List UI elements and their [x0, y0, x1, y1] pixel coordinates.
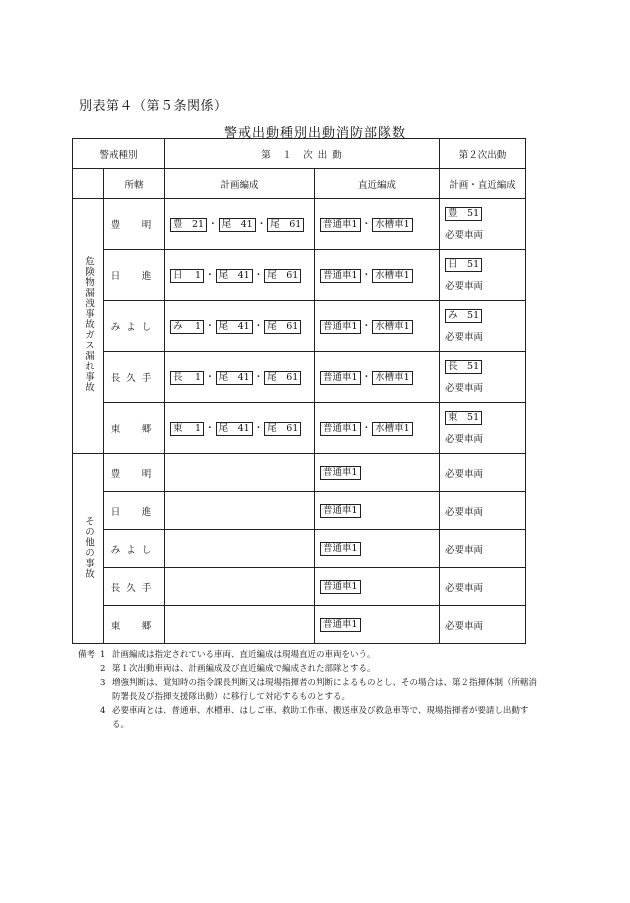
- plan-cell-empty: [165, 454, 315, 492]
- second-unit-box: 豊 51: [445, 207, 482, 221]
- separator: ・: [205, 423, 215, 434]
- note-indent: [78, 662, 100, 676]
- note-item: [78, 704, 538, 732]
- category-hazmat: [73, 199, 104, 454]
- note-text: 必要車両とは、普通車、水槽車、はしご車、救助工作車、搬送車及び救急車等で、現場指揮者が要請し出動する。: [112, 706, 529, 730]
- required-vehicles: 必要車両: [445, 434, 484, 445]
- second-cell: [440, 403, 526, 454]
- note-indent: [78, 676, 100, 704]
- separator: ・: [205, 372, 215, 383]
- other-row: [73, 454, 526, 492]
- vehicle-box: 普通車1: [320, 504, 361, 518]
- hazmat-row: [73, 403, 526, 454]
- jurisdiction-header: 所轄: [104, 169, 165, 199]
- vehicle-box: 水槽車1: [372, 320, 413, 334]
- separator: ・: [253, 372, 264, 383]
- station-cell: みよし: [104, 530, 165, 568]
- plan-cell: [165, 250, 315, 301]
- second-unit-box: 長 51: [445, 360, 482, 374]
- second-unit-box: 日 51: [445, 258, 482, 272]
- vehicle-box: 普通車1: [320, 618, 361, 632]
- separator: ・: [361, 321, 372, 332]
- hazmat-row: [73, 250, 526, 301]
- vehicle-box: 普通車1: [320, 218, 361, 232]
- near-cell: [315, 403, 440, 454]
- note-text: 計画編成は指定されている車両、直近編成は現場直近の車両をいう。: [112, 650, 376, 660]
- near-cell: [315, 199, 440, 250]
- separator: ・: [256, 219, 267, 230]
- notes-label: 備考: [78, 650, 96, 660]
- other-row: [73, 568, 526, 606]
- vehicle-box: 普通車1: [320, 371, 361, 385]
- vehicle-box: 水槽車1: [372, 371, 413, 385]
- near-cell: [315, 454, 440, 492]
- hazmat-row: [73, 352, 526, 403]
- other-row: [73, 492, 526, 530]
- separator: ・: [253, 423, 264, 434]
- required-vehicles: 必要車両: [445, 281, 484, 292]
- separator: ・: [361, 219, 372, 230]
- note-text: 増強判断は、覚知時の指令課長判断又は現場指揮者の判断によるものとし、その場合は、第２指揮体制（所轄消防署長及び指揮支援隊出動）に移行して対応するものとする。: [112, 678, 538, 702]
- station-cell: 東 郷: [104, 606, 165, 644]
- plan-cell-empty: [165, 568, 315, 606]
- near-cell: [315, 492, 440, 530]
- plan-cell: [165, 199, 315, 250]
- first-dispatch-header: 第 １ 次 出 動: [165, 139, 440, 169]
- station-cell: みよし: [104, 301, 165, 352]
- station-cell: 豊 明: [104, 454, 165, 492]
- note-text: 第１次出動車両は、計画編成及び直近編成で編成された部隊とする。: [112, 664, 376, 674]
- second-dispatch-header: 第２次出動: [440, 139, 526, 169]
- alert-type-header: 警戒種別: [73, 139, 165, 169]
- unit-box: 尾 41: [216, 320, 253, 334]
- header-row-1: [73, 139, 526, 169]
- nearest-header: 直近編成: [315, 169, 440, 199]
- unit-box: 尾 61: [264, 269, 301, 283]
- vehicle-box: 水槽車1: [372, 422, 413, 436]
- unit-box: 尾 41: [216, 269, 253, 283]
- station-cell: 長久手: [104, 352, 165, 403]
- unit-box: 尾 41: [219, 218, 256, 232]
- required-vehicles: 必要車両: [445, 332, 484, 343]
- required-vehicles: 必要車両: [440, 492, 526, 530]
- near-cell: [315, 568, 440, 606]
- plan-cell: [165, 352, 315, 403]
- separator: ・: [205, 270, 215, 281]
- separator: ・: [253, 321, 264, 332]
- unit-box: 尾 41: [216, 422, 253, 436]
- table-caption: 警戒出動種別出動消防部隊数: [223, 126, 406, 141]
- category-other-label: その他の事故: [83, 515, 94, 579]
- remarks: [78, 648, 538, 732]
- near-cell: [315, 530, 440, 568]
- note-item: [78, 648, 538, 662]
- separator: ・: [361, 270, 372, 281]
- unit-box: 尾 61: [264, 422, 301, 436]
- plan-cell-empty: [165, 606, 315, 644]
- dispatch-table: [72, 138, 526, 644]
- plan-cell-empty: [165, 492, 315, 530]
- second-cell: [440, 352, 526, 403]
- second-cell: [440, 301, 526, 352]
- header-blank: [73, 169, 104, 199]
- vehicle-box: 普通車1: [320, 422, 361, 436]
- header-row-2: [73, 169, 526, 199]
- other-row: [73, 530, 526, 568]
- unit-box: 東 1: [170, 422, 204, 436]
- unit-box: 豊 21: [170, 218, 207, 232]
- note-item: [78, 676, 538, 704]
- vehicle-box: 普通車1: [320, 542, 361, 556]
- unit-box: 日 1: [170, 269, 204, 283]
- station-cell: 東 郷: [104, 403, 165, 454]
- category-hazmat-label: 危険物漏洩事故ガス漏れ事故: [83, 256, 94, 393]
- plan-header: 計画編成: [165, 169, 315, 199]
- near-cell: [315, 606, 440, 644]
- separator: ・: [253, 270, 264, 281]
- note-number: 3: [100, 678, 106, 688]
- other-row: [73, 606, 526, 644]
- category-other: [73, 454, 104, 644]
- required-vehicles: 必要車両: [445, 230, 484, 241]
- station-cell: 長久手: [104, 568, 165, 606]
- hazmat-row: [73, 301, 526, 352]
- hazmat-row: [73, 199, 526, 250]
- station-cell: 日 進: [104, 492, 165, 530]
- required-vehicles: 必要車両: [440, 454, 526, 492]
- unit-box: 尾 41: [216, 371, 253, 385]
- near-cell: [315, 301, 440, 352]
- vehicle-box: 水槽車1: [372, 218, 413, 232]
- vehicle-box: 普通車1: [320, 466, 361, 480]
- second-unit-box: み 51: [445, 309, 482, 323]
- required-vehicles: 必要車両: [440, 530, 526, 568]
- appendix-heading: 別表第４（第５条関係）: [79, 99, 228, 114]
- required-vehicles: 必要車両: [440, 606, 526, 644]
- note-item: [78, 662, 538, 676]
- unit-box: 長 1: [170, 371, 204, 385]
- vehicle-box: 普通車1: [320, 269, 361, 283]
- unit-box: み 1: [170, 320, 204, 334]
- second-sub-header: 計画・直近編成: [440, 169, 526, 199]
- unit-box: 尾 61: [264, 371, 301, 385]
- vehicle-box: 普通車1: [320, 580, 361, 594]
- note-indent: [78, 704, 100, 732]
- unit-box: 尾 61: [267, 218, 304, 232]
- note-number: 1: [100, 650, 106, 660]
- near-cell: [315, 250, 440, 301]
- note-number: 2: [100, 664, 106, 674]
- plan-cell: [165, 403, 315, 454]
- vehicle-box: 水槽車1: [372, 269, 413, 283]
- plan-cell-empty: [165, 530, 315, 568]
- unit-box: 尾 61: [264, 320, 301, 334]
- vehicle-box: 普通車1: [320, 320, 361, 334]
- separator: ・: [208, 219, 218, 230]
- separator: ・: [205, 321, 215, 332]
- second-cell: [440, 250, 526, 301]
- station-cell: 豊 明: [104, 199, 165, 250]
- required-vehicles: 必要車両: [445, 383, 484, 394]
- separator: ・: [361, 372, 372, 383]
- note-number: 4: [100, 706, 106, 716]
- required-vehicles: 必要車両: [440, 568, 526, 606]
- plan-cell: [165, 301, 315, 352]
- station-cell: 日 進: [104, 250, 165, 301]
- separator: ・: [361, 423, 372, 434]
- near-cell: [315, 352, 440, 403]
- second-cell: [440, 199, 526, 250]
- second-unit-box: 東 51: [445, 411, 482, 425]
